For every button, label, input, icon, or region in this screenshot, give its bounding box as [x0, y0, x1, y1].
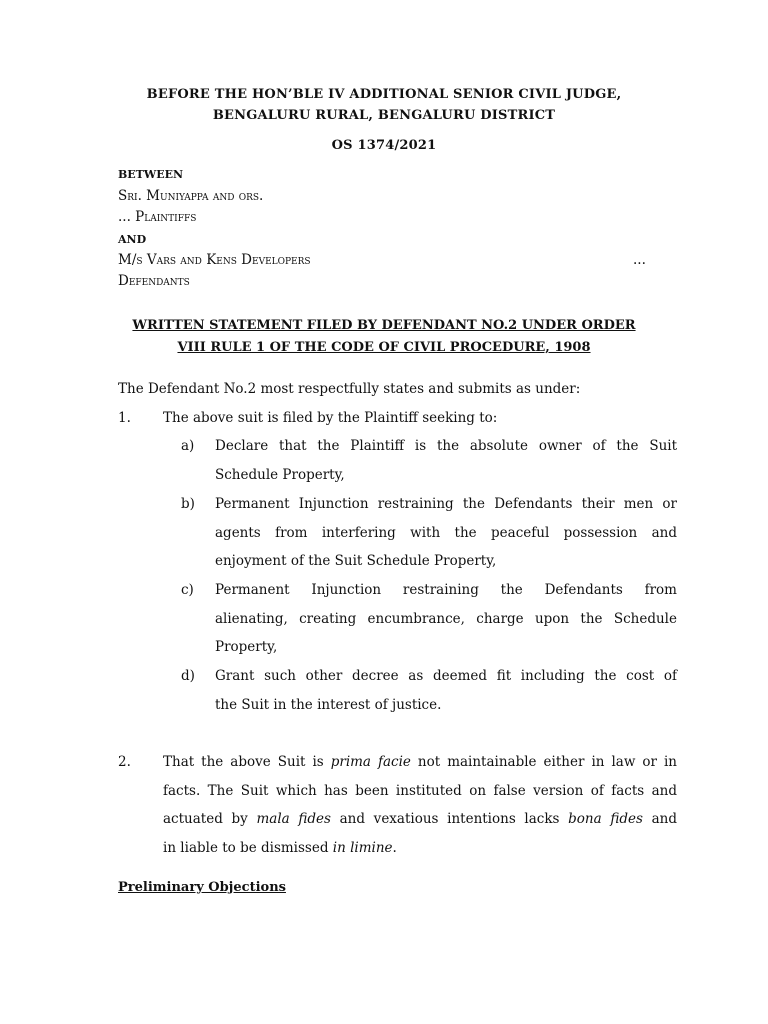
para2-line4	[163, 834, 677, 863]
para2-line4-b: .	[392, 840, 397, 857]
item-a-line1: Declare that the Plaintiff is the absolute owner of the Suit	[215, 438, 677, 454]
preliminary-objections-heading: Preliminary Objections	[118, 880, 286, 895]
mala-fides-text: mala fides	[256, 811, 331, 828]
item-c-line3: Property,	[215, 639, 278, 656]
para2-line2: facts. The Suit which has been instituted on false version of facts and	[163, 782, 677, 799]
bona-fides-text: bona fides	[568, 811, 643, 828]
para2-line3-b: and vexatious intentions lacks	[330, 811, 569, 828]
para1-number: 1.	[118, 410, 131, 426]
item-d-label: d)	[181, 668, 195, 684]
para2-line1	[163, 748, 677, 777]
item-b-line2: agents from interfering with the peaceful possession and	[215, 524, 677, 541]
item-b-line3: enjoyment of the Suit Schedule Property,	[215, 553, 497, 570]
defendant-name: M/s Vars and Kens Developers	[118, 252, 311, 268]
case-number: OS 1374/2021	[331, 138, 437, 153]
para2-line3-a: actuated by	[163, 811, 257, 828]
item-c-text	[215, 576, 677, 662]
item-c-label: c)	[181, 582, 194, 598]
item-d-line2: the Suit in the interest of justice.	[215, 696, 442, 713]
item-d-text	[215, 662, 677, 719]
item-d-line1: Grant such other decree as deemed fit including the cost of	[215, 668, 677, 684]
intro-text: The Defendant No.2 most respectfully states and submits as under:	[118, 381, 581, 397]
item-b-line1: Permanent Injunction restraining the Defendants their men or	[215, 496, 677, 512]
title-line1: WRITTEN STATEMENT FILED BY DEFENDANT NO.2 UNDER ORDER	[132, 318, 636, 333]
para2-number: 2.	[118, 754, 131, 770]
para2-line1-a: That the above Suit is	[163, 754, 331, 770]
para2-line1-b: not maintainable either in law or in	[410, 754, 678, 770]
para1-text: The above suit is filed by the Plaintiff seeking to:	[163, 410, 498, 426]
item-a-line2: Schedule Property,	[215, 466, 345, 483]
para2-text	[163, 748, 677, 863]
item-a-text	[215, 432, 677, 489]
plaintiff-role: ... Plaintiffs	[118, 209, 197, 225]
and-label: AND	[118, 233, 147, 246]
para2-line3-c: and	[642, 811, 677, 828]
para2-line3	[163, 805, 677, 834]
court-name-line1: BEFORE THE HON’BLE IV ADDITIONAL SENIOR CIVIL JUDGE,	[146, 87, 622, 102]
in-limine-text: in limine	[332, 840, 393, 857]
item-b-label: b)	[181, 496, 195, 512]
para2-line4-a: in liable to be dismissed	[163, 840, 333, 857]
item-c-line2: alienating, creating encumbrance, charge upon the Schedule	[215, 610, 677, 627]
plaintiff-name: Sri. Muniyappa and ors.	[118, 188, 264, 204]
title-line2: VIII RULE 1 OF THE CODE OF CIVIL PROCEDURE, 1908	[177, 340, 591, 355]
item-b-text	[215, 490, 677, 576]
prima-facie-text: prima facie	[330, 754, 411, 770]
court-name-line2: BENGALURU RURAL, BENGALURU DISTRICT	[212, 108, 556, 123]
defendant-role: Defendants	[118, 273, 190, 289]
item-c-line1: Permanent Injunction restraining the Defendants from	[215, 582, 677, 598]
defendant-dots: ...	[633, 252, 646, 268]
item-a-label: a)	[181, 438, 195, 454]
between-label: BETWEEN	[118, 168, 184, 181]
